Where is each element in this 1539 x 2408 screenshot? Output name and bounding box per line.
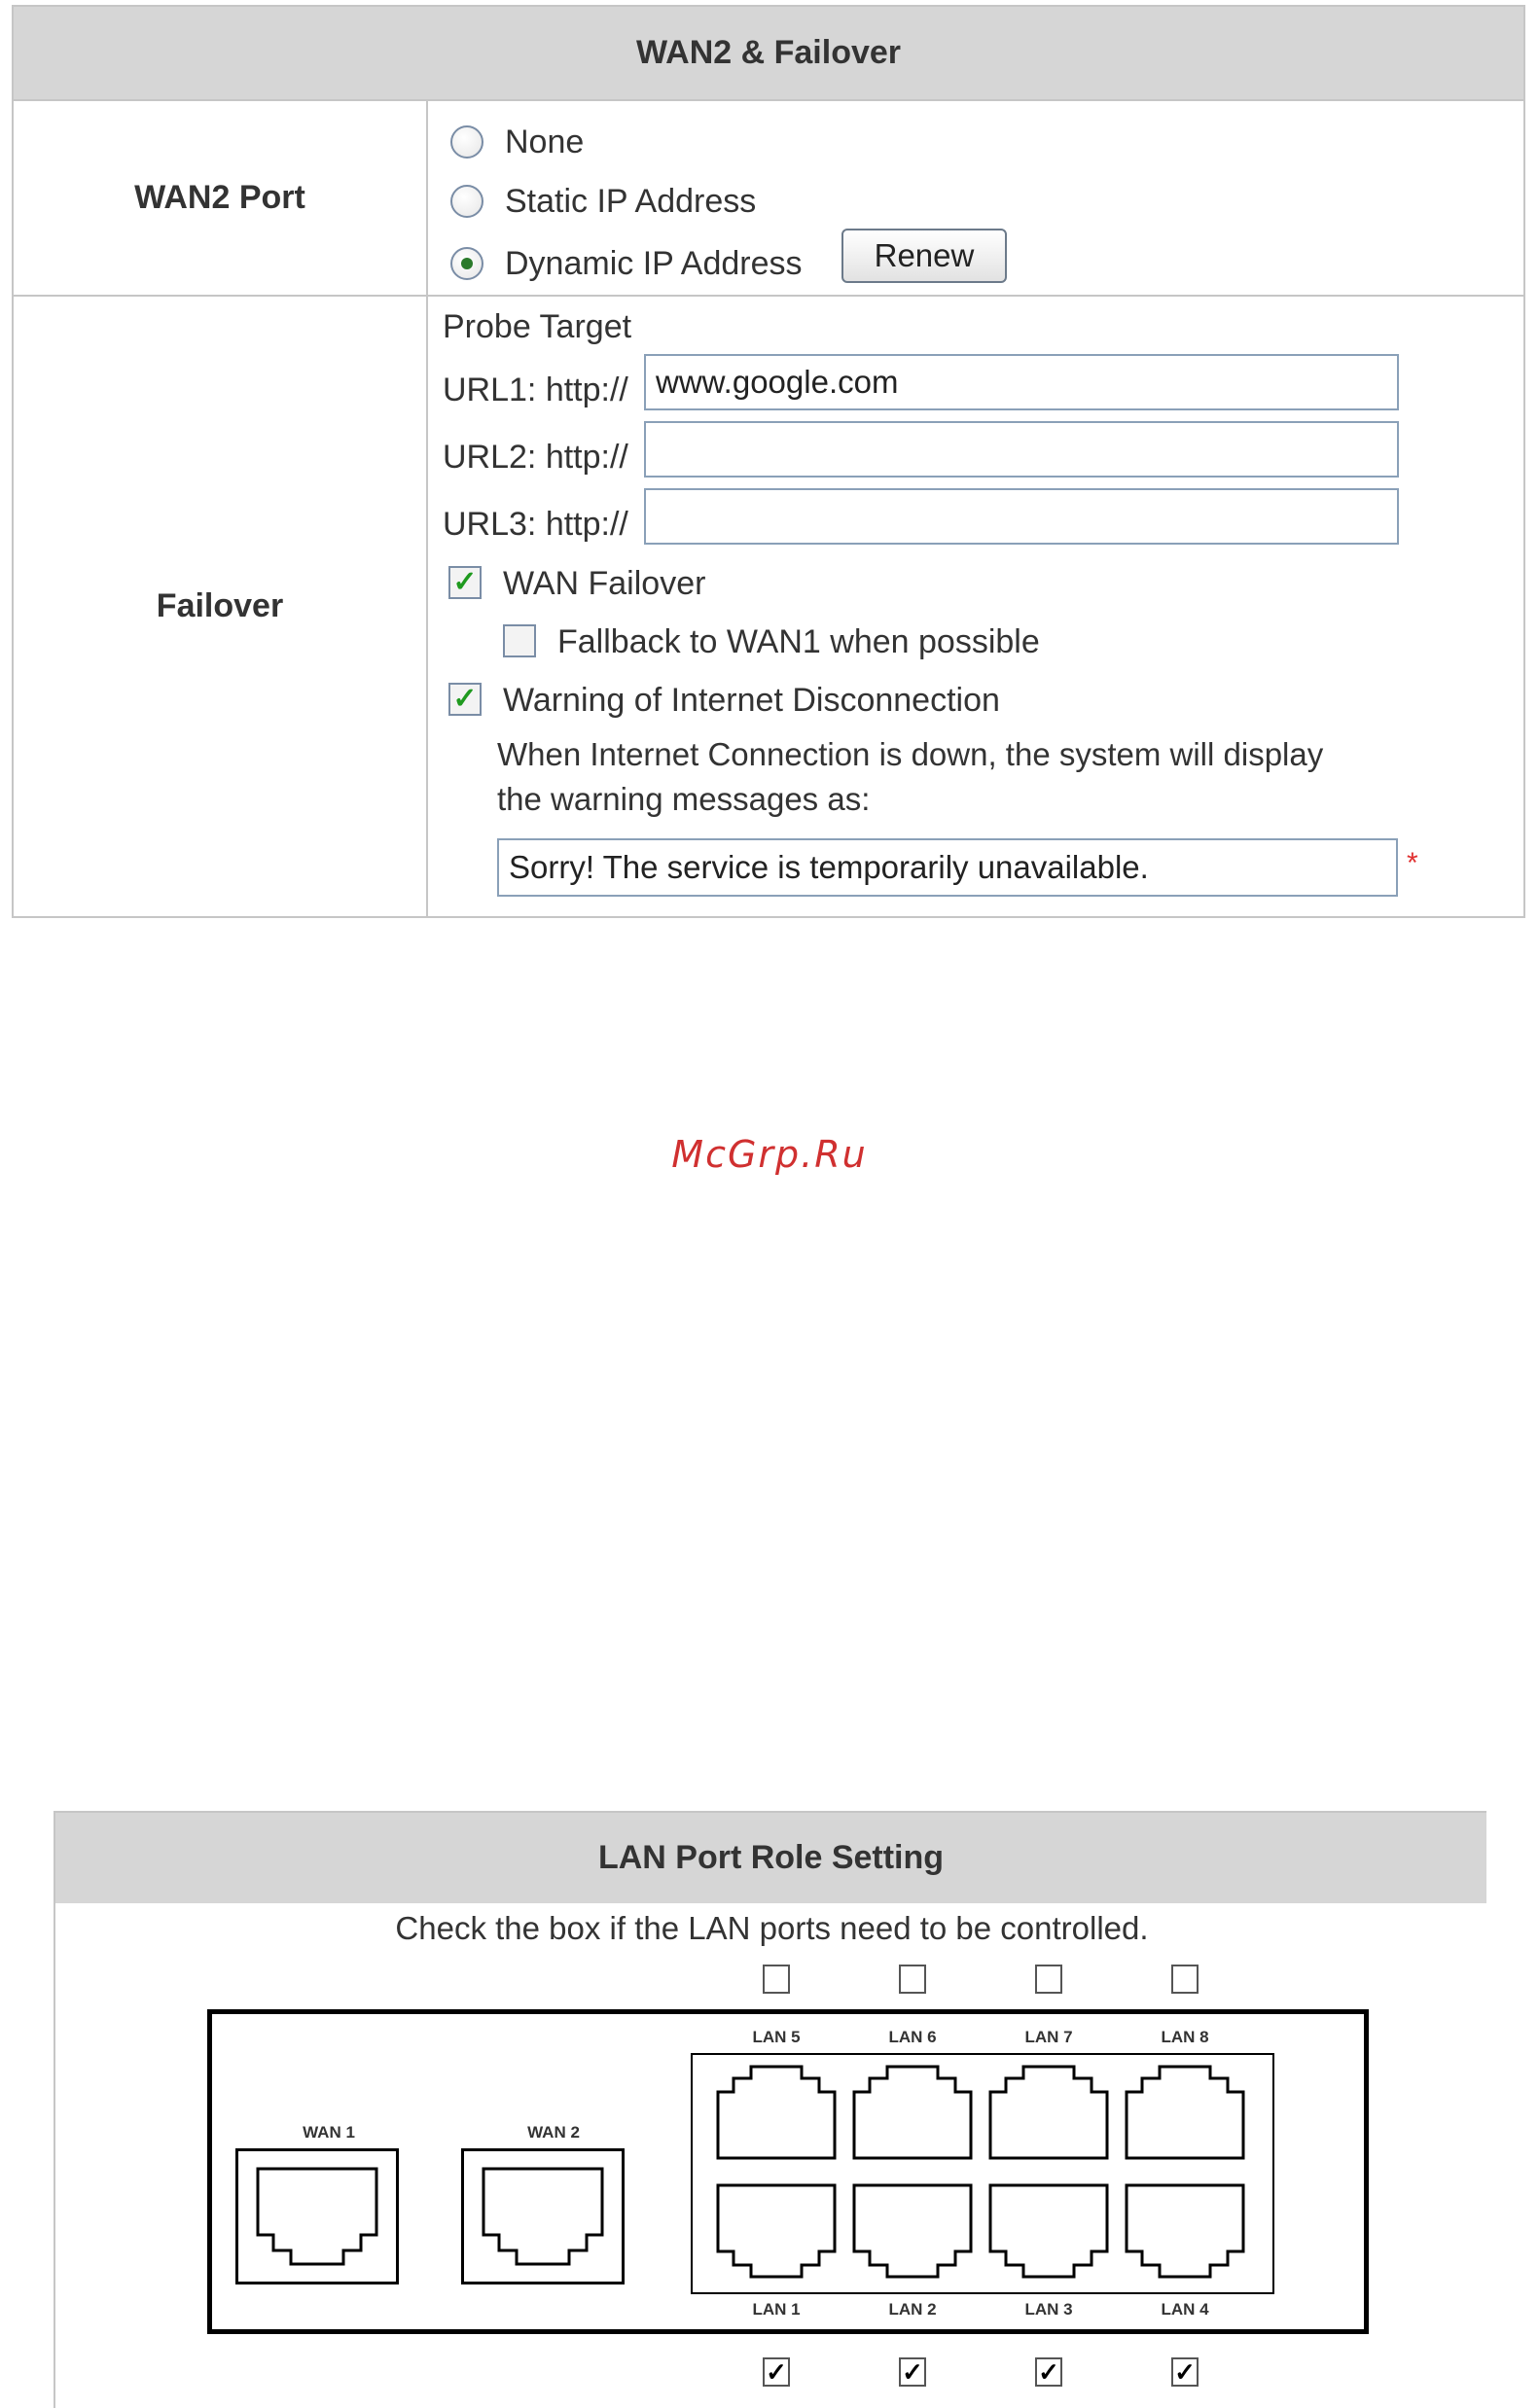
lan6-label: LAN 6	[888, 2028, 937, 2046]
lan-bottom-jacks	[708, 2179, 1272, 2288]
wan2-port-label: WAN2 Port	[134, 179, 305, 216]
wan1-jack-icon	[238, 2151, 396, 2282]
instruction-text: Check the box if the LAN ports need to be controlled.	[395, 1910, 1149, 1946]
url3-input[interactable]	[644, 488, 1399, 545]
panel-title: LAN Port Role Setting	[55, 1813, 1486, 1903]
radio-static-ip[interactable]	[450, 185, 483, 218]
device-front-panel	[207, 2009, 1369, 2334]
wan2-port	[461, 2148, 625, 2284]
lan2-checkbox[interactable]: ✓	[899, 2357, 926, 2387]
radio-none[interactable]	[450, 125, 483, 159]
wan-failover-label: WAN Failover	[503, 565, 706, 602]
warning-label: Warning of Internet Disconnection	[503, 682, 1000, 719]
lan2-jack-icon	[854, 2185, 971, 2277]
lan8-jack-icon	[1127, 2067, 1243, 2158]
fallback-checkbox[interactable]	[503, 624, 536, 657]
url3-label: URL3: http://	[443, 506, 628, 543]
lan4-checkbox[interactable]: ✓	[1171, 2357, 1199, 2387]
required-marker: *	[1407, 847, 1418, 879]
lan3-jack-icon	[990, 2185, 1107, 2277]
lan-port-role-panel	[54, 1811, 1486, 2408]
url2-input[interactable]	[644, 421, 1399, 478]
lan3-checkbox[interactable]: ✓	[1035, 2357, 1062, 2387]
panel-title: WAN2 & Failover	[14, 7, 1523, 101]
probe-target-label: Probe Target	[443, 308, 632, 345]
lan4-label: LAN 4	[1161, 2300, 1209, 2319]
failover-label: Failover	[156, 587, 284, 624]
lan7-jack-icon	[990, 2067, 1107, 2158]
lan7-label: LAN 7	[1024, 2028, 1073, 2046]
lan6-checkbox[interactable]	[899, 1965, 926, 1994]
radio-static-ip-label: Static IP Address	[505, 183, 757, 220]
lan4-jack-icon	[1127, 2185, 1243, 2277]
lan1-jack-icon	[718, 2185, 835, 2277]
warning-message-input[interactable]: Sorry! The service is temporarily unavailable.	[497, 838, 1398, 897]
lan8-label: LAN 8	[1161, 2028, 1209, 2046]
wan2-failover-panel	[12, 5, 1525, 918]
lan8-checkbox[interactable]	[1171, 1965, 1199, 1994]
url1-label: URL1: http://	[443, 372, 628, 408]
lan7-checkbox[interactable]	[1035, 1965, 1062, 1994]
renew-button[interactable]: Renew	[841, 229, 1007, 283]
warning-checkbox[interactable]: ✓	[448, 683, 482, 716]
lan5-checkbox[interactable]	[763, 1965, 790, 1994]
radio-none-label: None	[505, 124, 585, 160]
lan6-jack-icon	[854, 2067, 971, 2158]
radio-dynamic-ip[interactable]	[450, 247, 483, 280]
fallback-label: Fallback to WAN1 when possible	[557, 623, 1040, 660]
warning-description-line1: When Internet Connection is down, the system will display	[497, 736, 1324, 772]
lan2-label: LAN 2	[888, 2300, 937, 2319]
lan-top-jacks	[708, 2063, 1272, 2172]
lan3-label: LAN 3	[1024, 2300, 1073, 2319]
lan5-label: LAN 5	[752, 2028, 801, 2046]
wan2-port-label: WAN 2	[527, 2123, 580, 2142]
watermark-text: McGrp.Ru	[671, 1133, 868, 1176]
wan1-port-label: WAN 1	[303, 2123, 355, 2142]
lan5-jack-icon	[718, 2067, 835, 2158]
radio-dynamic-ip-label: Dynamic IP Address	[505, 245, 803, 282]
column-divider	[426, 99, 428, 916]
wan1-port	[235, 2148, 399, 2284]
wan2-jack-icon	[464, 2151, 622, 2282]
lan1-label: LAN 1	[752, 2300, 801, 2319]
wan-failover-checkbox[interactable]: ✓	[448, 566, 482, 599]
lan1-checkbox[interactable]: ✓	[763, 2357, 790, 2387]
url1-input[interactable]: www.google.com	[644, 354, 1399, 410]
url2-label: URL2: http://	[443, 439, 628, 476]
warning-description-line2: the warning messages as:	[497, 781, 871, 817]
